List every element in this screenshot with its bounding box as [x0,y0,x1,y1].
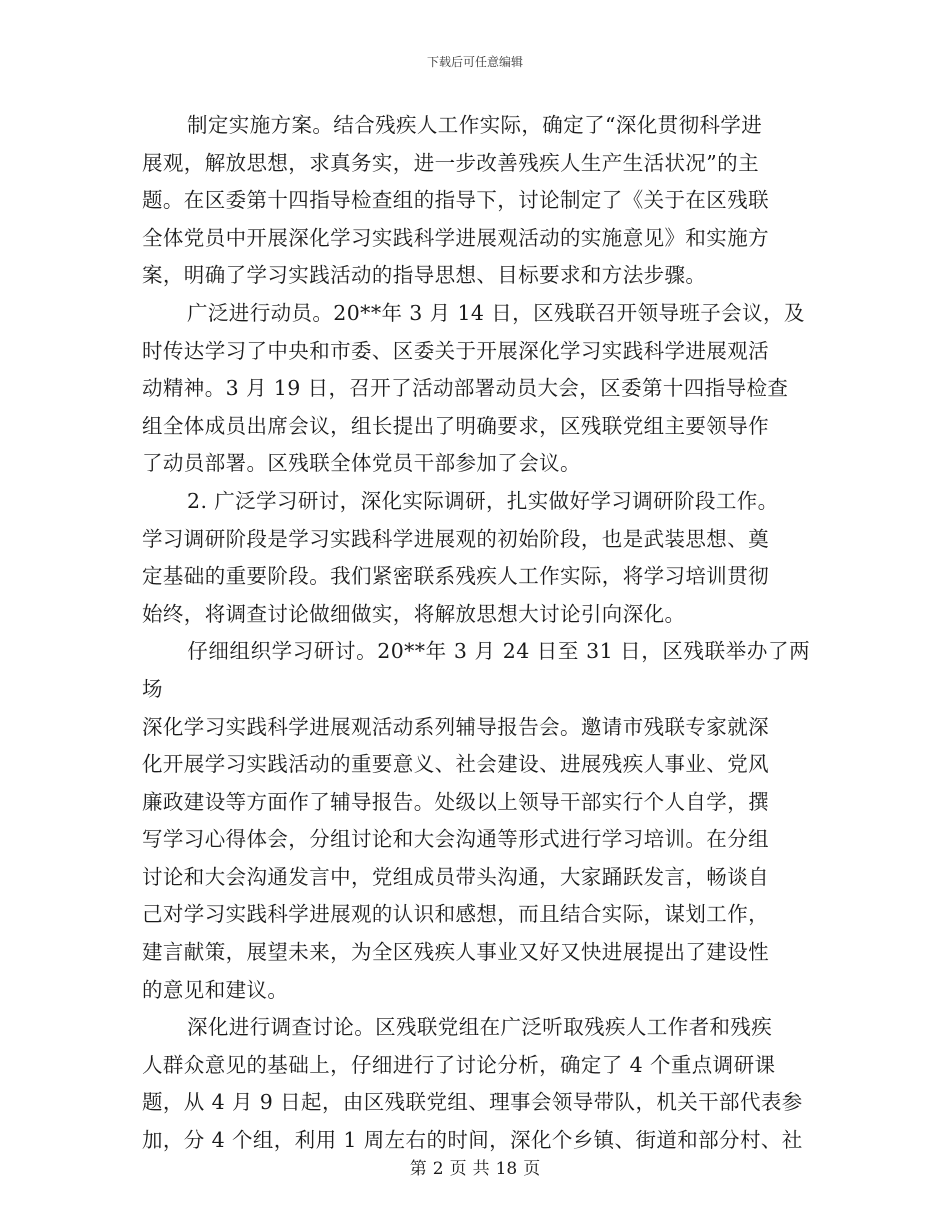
paragraph-mobilization [142,295,810,483]
line: 廉政建设等方面作了辅导报告。处级以上领导干部实行个人自学，撰 [142,789,769,814]
page-number-footer [0,1154,950,1179]
line: 人群众意见的基础上，仔细进行了讨论分析，确定了 4 个重点调研课 [142,1052,776,1077]
footer-suffix: 页 [523,1159,541,1179]
paragraph-organize-study [142,633,810,1009]
line: 全体党员中开展深化学习实践科学进展观活动的实施意见》和实施方 [142,225,769,250]
line: 题，从 4 月 9 日起，由区残联党组、理事会领导带队，机关干部代表参 [142,1090,803,1115]
paragraph-study-research [142,483,810,633]
paragraph-investigation [142,1009,810,1159]
line: 深化进行调查讨论。区残联党组在广泛听取残疾人工作者和残疾 [187,1015,773,1040]
line: 学习调研阶段是学习实践科学进展观的初始阶段，也是武装思想、奠 [142,526,769,551]
line: 了动员部署。区残联全体党员干部参加了会议。 [142,451,581,476]
line: 仔细组织学习研讨。20**年 3 月 24 日至 31 日，区残联举办了两场 [142,639,810,701]
line: 展观，解放思想，求真务实，进一步改善残疾人生产生活状况”的主 [142,150,759,175]
line: 案，明确了学习实践活动的指导思想、目标要求和方法步骤。 [142,263,707,288]
current-page-number: 2 [432,1159,444,1179]
line: 动精神。3 月 19 日，召开了活动部署动员大会，区委第十四指导检查 [142,376,789,401]
line: 定基础的重要阶段。我们紧密联系残疾人工作实际，将学习培训贯彻 [142,564,769,589]
document-body [142,107,810,1160]
line: 写学习心得体会，分组讨论和大会沟通等形式进行学习培训。在分组 [142,827,769,852]
line: 建言献策，展望未来，为全区残疾人事业又好又快进展提出了建设性 [142,940,769,965]
footer-total-word: 共 [472,1159,490,1179]
line: 时传达学习了中央和市委、区委关于开展深化学习实践科学进展观活 [142,338,769,363]
footer-page-word: 页 [449,1159,467,1179]
line: 制定实施方案。结合残疾人工作实际，确定了“深化贯彻科学进 [187,113,763,137]
line: 加，分 4 个组，利用 1 周左右的时间，深化个乡镇、街道和部分村、社 [142,1128,803,1153]
paragraph-implementation-plan [142,107,810,295]
page-header: 下载后可任意编辑 [426,55,523,69]
line: 己对学习实践科学进展观的认识和感想，而且结合实际，谋划工作， [142,902,769,927]
line: 组全体成员出席会议，组长提出了明确要求，区残联党组主要领导作 [142,413,769,438]
line: 2. 广泛学习研讨，深化实际调研，扎实做好学习调研阶段工作。 [187,488,779,513]
line: 始终，将调查讨论做细做实，将解放思想大讨论引向深化。 [142,601,686,626]
total-page-count: 18 [495,1159,518,1179]
line: 题。在区委第十四指导检查组的指导下，讨论制定了《关于在区残联 [142,188,769,213]
line: 广泛进行动员。20**年 3 月 14 日，区残联召开领导班子会议，及 [187,300,805,325]
line: 讨论和大会沟通发言中，党组成员带头沟通，大家踊跃发言，畅谈自 [142,864,769,889]
line: 深化学习实践科学进展观活动系列辅导报告会。邀请市残联专家就深 [142,714,769,739]
line: 化开展学习实践活动的重要意义、社会建设、进展残疾人事业、党风 [142,752,769,777]
line: 的意见和建议。 [142,977,289,1002]
footer-prefix: 第 [409,1159,427,1179]
